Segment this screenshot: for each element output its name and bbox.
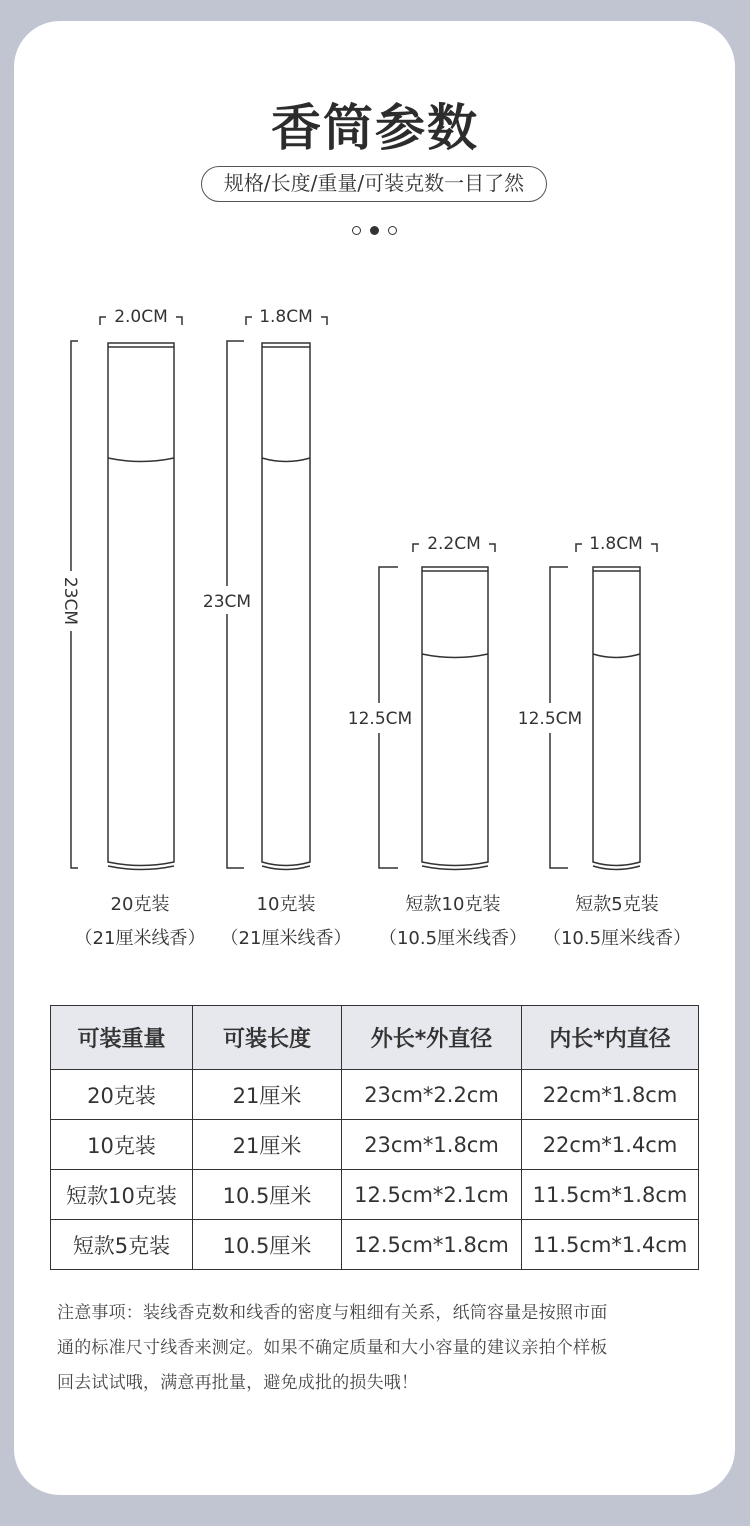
tube-4-caption bbox=[532, 888, 702, 956]
table-cell: 短款10克装 bbox=[51, 1170, 193, 1220]
header-outer-size: 外长*外直径 bbox=[342, 1006, 522, 1070]
spec-table bbox=[50, 1005, 699, 1270]
notice-line-1: 注意事项：装线香克数和线香的密度与粗细有关系，纸筒容量是按照市面 bbox=[57, 1303, 608, 1323]
tube-3-caption bbox=[368, 888, 538, 956]
header-weight: 可装重量 bbox=[51, 1006, 193, 1070]
table-cell: 23cm*2.2cm bbox=[342, 1070, 522, 1120]
tube-1-caption bbox=[55, 888, 225, 956]
table-header-row bbox=[51, 1006, 699, 1070]
table-row bbox=[51, 1220, 699, 1270]
table-cell: 20克装 bbox=[51, 1070, 193, 1120]
tube-4-name: 短款5克装 bbox=[575, 894, 659, 915]
tube-20g-drawing bbox=[71, 317, 182, 870]
tube-2-caption bbox=[201, 888, 371, 956]
tube-4-spec: （10.5厘米线香） bbox=[542, 928, 692, 949]
table-cell: 22cm*1.8cm bbox=[522, 1070, 699, 1120]
tube-2-width-label: 1.8CM bbox=[259, 307, 313, 327]
table-cell: 23cm*1.8cm bbox=[342, 1120, 522, 1170]
tube-short-10g-drawing bbox=[379, 544, 495, 870]
tube-1-name: 20克装 bbox=[110, 894, 170, 915]
header-length: 可装长度 bbox=[193, 1006, 342, 1070]
header-inner-size: 内长*内直径 bbox=[522, 1006, 699, 1070]
table-row bbox=[51, 1120, 699, 1170]
table-row bbox=[51, 1170, 699, 1220]
tube-short-5g-drawing bbox=[550, 544, 657, 870]
tube-2-spec: （21厘米线香） bbox=[220, 928, 352, 949]
table-cell: 21厘米 bbox=[193, 1070, 342, 1120]
table-cell: 12.5cm*1.8cm bbox=[342, 1220, 522, 1270]
tube-3-name: 短款10克装 bbox=[405, 894, 501, 915]
table-row bbox=[51, 1070, 699, 1120]
table-cell: 10克装 bbox=[51, 1120, 193, 1170]
tube-1-width-label: 2.0CM bbox=[114, 307, 168, 327]
tube-2-height-label: 23CM bbox=[202, 592, 252, 612]
tube-3-width-label: 2.2CM bbox=[427, 534, 481, 554]
tube-4-height-label: 12.5CM bbox=[517, 709, 583, 729]
table-cell: 22cm*1.4cm bbox=[522, 1120, 699, 1170]
table-cell: 10.5厘米 bbox=[193, 1170, 342, 1220]
tube-4-width-label: 1.8CM bbox=[589, 534, 643, 554]
tube-1-spec: （21厘米线香） bbox=[74, 928, 206, 949]
tube-3-spec: （10.5厘米线香） bbox=[378, 928, 528, 949]
table-cell: 10.5厘米 bbox=[193, 1220, 342, 1270]
table-cell: 11.5cm*1.4cm bbox=[522, 1220, 699, 1270]
tube-2-name: 10克装 bbox=[256, 894, 316, 915]
tube-1-height-label: 23CM bbox=[60, 576, 80, 626]
notice-line-3: 回去试试哦，满意再批量，避免成批的损失哦！ bbox=[57, 1373, 419, 1393]
table-cell: 11.5cm*1.8cm bbox=[522, 1170, 699, 1220]
table-cell: 21厘米 bbox=[193, 1120, 342, 1170]
notice-text bbox=[57, 1296, 705, 1401]
table-cell: 短款5克装 bbox=[51, 1220, 193, 1270]
page-subtitle: 规格/长度/重量/可装克数一目了然 bbox=[201, 166, 547, 202]
page-title: 香筒参数 bbox=[271, 99, 479, 157]
tube-3-height-label: 12.5CM bbox=[347, 709, 413, 729]
notice-line-2: 通的标准尺寸线香来测定。如果不确定质量和大小容量的建议亲拍个样板 bbox=[57, 1338, 608, 1358]
table-cell: 12.5cm*2.1cm bbox=[342, 1170, 522, 1220]
